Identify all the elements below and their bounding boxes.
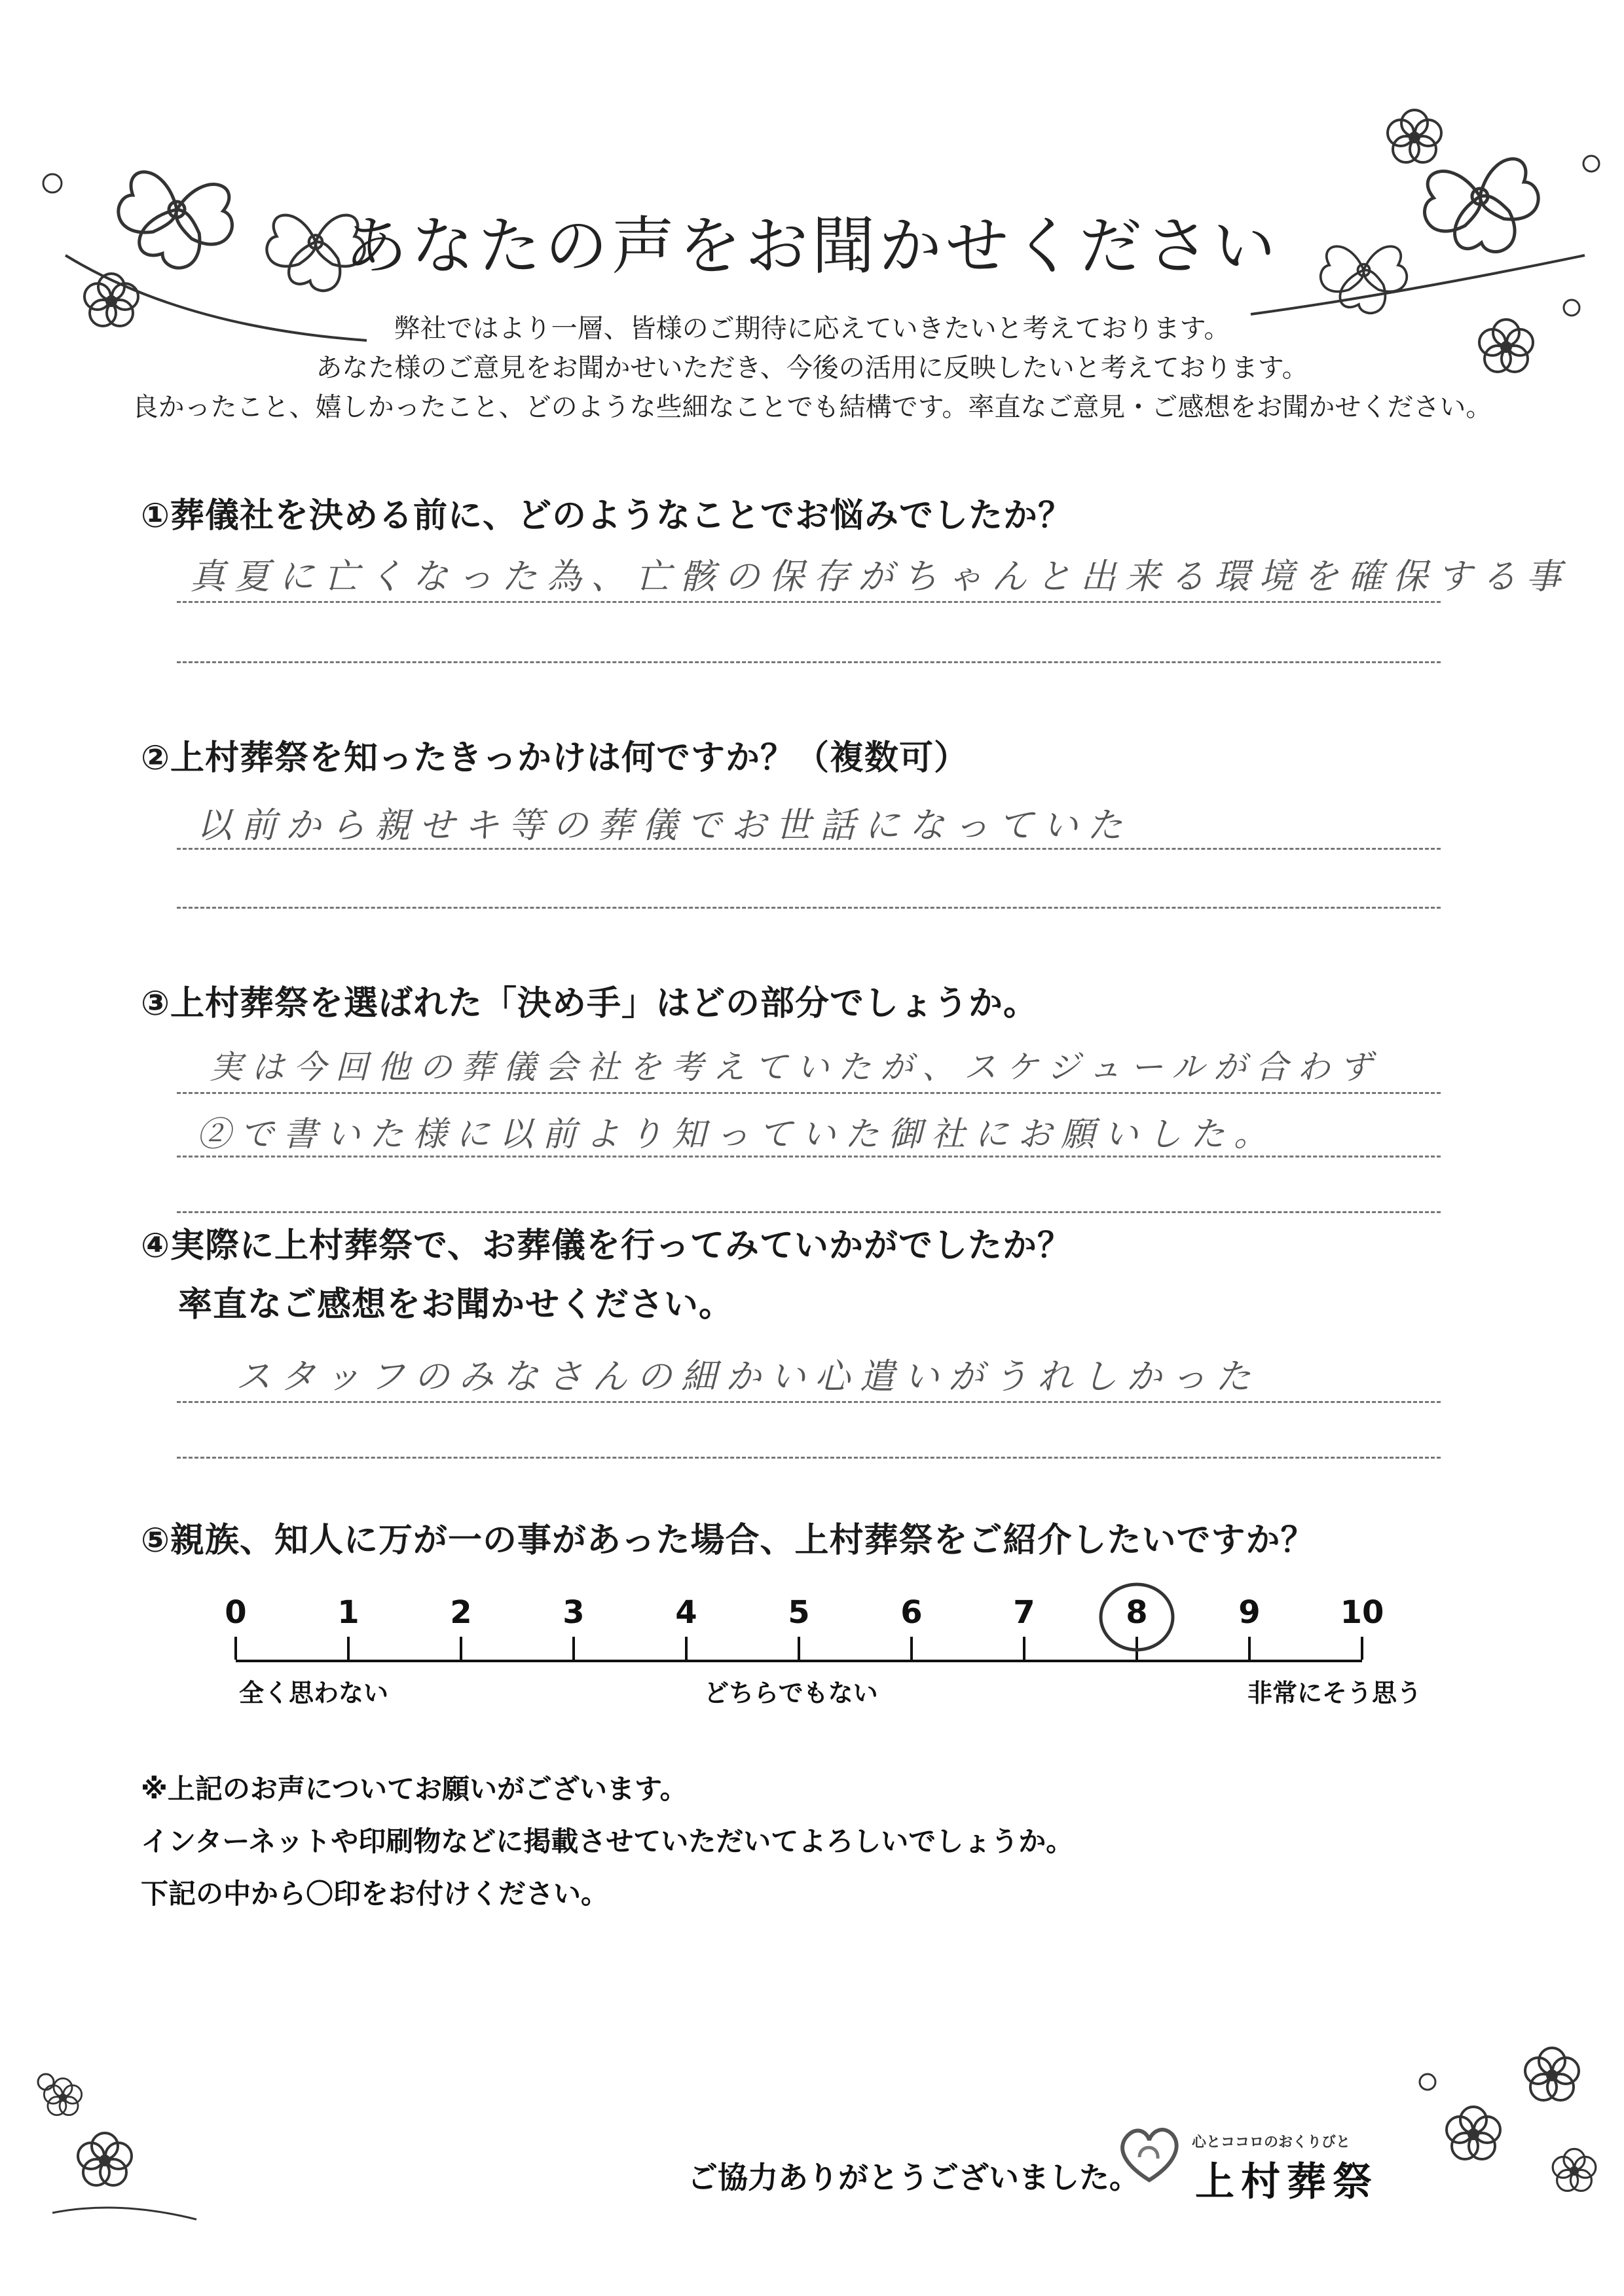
answer-rule <box>177 1092 1441 1094</box>
page-title: あなたの声をお聞かせください <box>344 210 1280 283</box>
flower-decoration-bottom-right <box>1401 2003 1611 2226</box>
answer-rule <box>177 848 1441 850</box>
scale-tick <box>798 1637 800 1660</box>
brand-tagline: 心とココロのおくりびと <box>1192 2134 1351 2151</box>
question-4-label-2: 率直なご感想をお聞かせください。 <box>178 1285 734 1324</box>
scale-tick-label-2[interactable]: 2 <box>450 1594 472 1631</box>
intro-line-3: 良かったこと、嬉しかったこと、どのような些細なことでも結構です。率直なご意見・ご感想をお聞かせください。 <box>132 392 1492 422</box>
question-2-answer: 以前から親せキ等の葬儀でお世話になっていた <box>196 805 1132 846</box>
scale-tick-label-1[interactable]: 1 <box>337 1594 360 1631</box>
brand-name: 上村葬祭 <box>1195 2159 1378 2205</box>
scale-tick-label-3[interactable]: 3 <box>563 1594 585 1631</box>
question-3-answer-line-1: 実は今回他の葬儀会社を考えていたが、スケジュールが合わず <box>210 1048 1381 1086</box>
question-2-label: ②上村葬祭を知ったきっかけは何ですか？（複数可） <box>141 738 969 778</box>
heart-logo-icon <box>1113 2118 1185 2190</box>
scale-tick-label-10[interactable]: 10 <box>1340 1594 1384 1631</box>
question-1-label: ①葬儀社を決める前に、どのようなことでお悩みでしたか？ <box>141 496 1073 536</box>
scale-tick <box>572 1637 575 1660</box>
thanks-message: ご協力ありがとうございました。 <box>688 2160 1139 2195</box>
scale-tick <box>234 1637 237 1660</box>
redacted-area-right <box>727 1912 1434 2141</box>
permission-note-2: インターネットや印刷物などに掲載させていただいてよろしいでしょうか。 <box>141 1825 1074 1857</box>
scale-tick <box>685 1637 688 1660</box>
answer-rule <box>177 1401 1441 1403</box>
selected-rating-circle <box>1094 1578 1179 1656</box>
answer-rule <box>177 661 1441 663</box>
answer-rule <box>177 601 1441 603</box>
question-1-answer: 真夏に亡くなった為、亡骸の保存がちゃんと出来る環境を確保する事 <box>190 556 1570 597</box>
question-3-label: ③上村葬祭を選ばれた「決め手」はどの部分でしょうか。 <box>141 984 1039 1023</box>
answer-rule <box>177 1156 1441 1157</box>
permission-note-1: ※上記のお声についてお願いがございます。 <box>141 1773 688 1805</box>
scale-tick <box>910 1637 913 1660</box>
scale-label-high: 非常にそう思う <box>1247 1679 1422 1707</box>
scale-tick <box>1023 1637 1025 1660</box>
scale-tick-label-7[interactable]: 7 <box>1013 1594 1035 1631</box>
scale-tick <box>1361 1637 1363 1660</box>
permission-note-3: 下記の中から〇印をお付けください。 <box>141 1878 609 1910</box>
scale-label-mid: どちらでもない <box>704 1679 878 1707</box>
scale-tick <box>460 1637 462 1660</box>
scale-tick <box>347 1637 350 1660</box>
scale-tick-label-0[interactable]: 0 <box>225 1594 247 1631</box>
scale-tick-label-8[interactable]: 8 <box>1126 1594 1148 1631</box>
scale-tick-label-9[interactable]: 9 <box>1238 1594 1261 1631</box>
answer-rule <box>177 1457 1441 1459</box>
question-3-answer-line-2: ②で書いた様に以前より知っていた御社にお願いした。 <box>196 1115 1278 1154</box>
intro-line-2: あなた様のご意見をお聞かせいただき、今後の活用に反映したいと考えております。 <box>316 353 1308 383</box>
scale-tick-label-5[interactable]: 5 <box>788 1594 810 1631</box>
rating-scale-line <box>236 1660 1362 1662</box>
question-4-label: ④実際に上村葬祭で、お葬儀を行ってみていかがでしたか？ <box>141 1226 1072 1266</box>
intro-line-1: 弊社ではより一層、皆様のご期待に応えていきたいと考えております。 <box>394 314 1230 344</box>
question-4-answer: スタッフのみなさんの細かい心遣いがうれしかった <box>236 1356 1260 1397</box>
scale-tick <box>1248 1637 1251 1660</box>
answer-rule <box>177 1211 1441 1213</box>
scale-tick-label-6[interactable]: 6 <box>900 1594 923 1631</box>
question-5-label: ⑤親族、知人に万が一の事があった場合、上村葬祭をご紹介したいですか？ <box>141 1521 1316 1560</box>
answer-rule <box>177 907 1441 909</box>
scale-label-low: 全く思わない <box>239 1679 389 1707</box>
flower-decoration-bottom-left <box>26 2043 223 2239</box>
scale-tick-label-4[interactable]: 4 <box>675 1594 697 1631</box>
